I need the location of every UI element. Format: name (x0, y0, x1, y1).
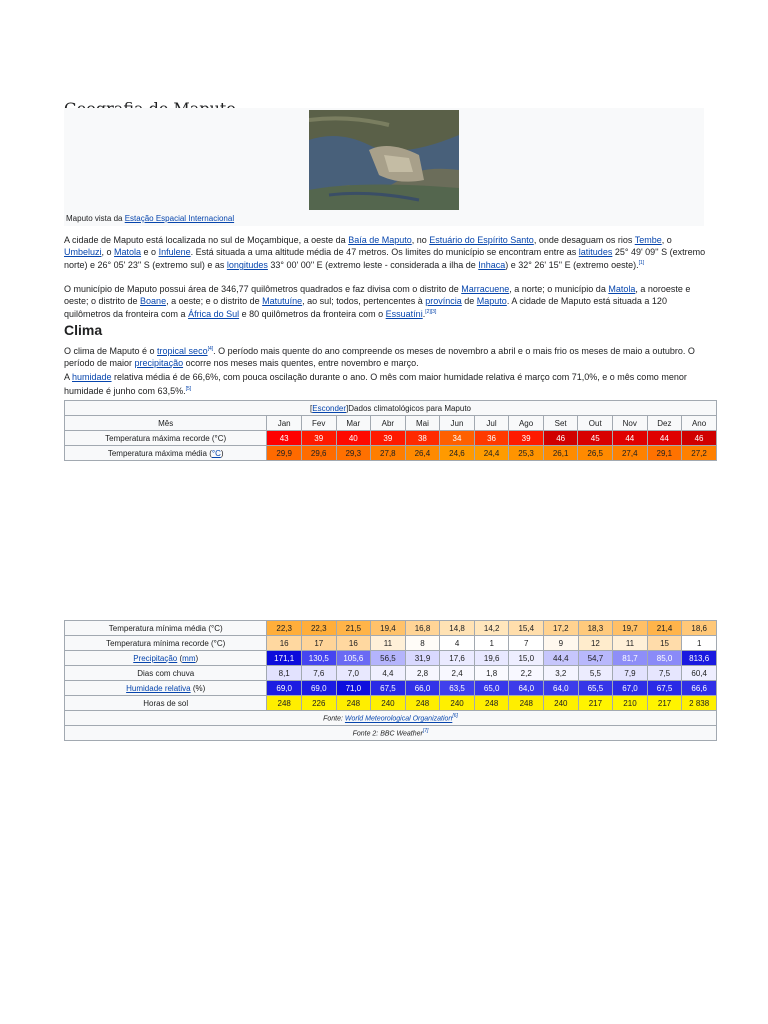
data-cell: 29,1 (647, 446, 682, 461)
data-cell: 67,5 (371, 681, 406, 696)
text: 33° 00' 00'' E (extremo leste - considerada a ilha de (267, 260, 479, 270)
link-baia-de-maputo[interactable]: Baía de Maputo (348, 235, 412, 245)
row-label-text: ) (220, 448, 224, 458)
climate-table-bottom (64, 620, 717, 741)
text: . A cidade de Maputo está situada a 120 quilômetros da fronteira com a (64, 295, 667, 319)
data-cell: 34 (440, 431, 475, 446)
data-cell: 1,8 (474, 666, 509, 681)
link-provincia[interactable]: província (425, 295, 462, 306)
text: Fonte 2: BBC Weather (352, 730, 423, 738)
link-estuario[interactable]: Estuário do Espírito Santo (429, 235, 534, 245)
climate-table-top (64, 400, 717, 461)
data-cell: 39 (371, 431, 406, 446)
data-cell: 63,5 (440, 681, 475, 696)
data-cell: 56,5 (371, 651, 406, 666)
text: O clima de Maputo é o (64, 346, 158, 356)
caption-text: Maputo vista da (66, 214, 125, 223)
header-month: Mai (405, 416, 440, 431)
data-cell: 2 838 (682, 696, 717, 711)
link-humidade[interactable]: humidade (72, 372, 112, 382)
data-cell: 8 (405, 636, 440, 651)
text: relativa média é de 66,6%, com pouca oscilação durante o ano. O mês com maior humidade relativa é março com 71,0%, e o mês como menor humidade é junho com 63,5%. (64, 372, 687, 396)
data-cell: 66,6 (682, 681, 717, 696)
text: O município de Maputo possui área de 346,77 quilômetros quadrados e faz divisa com o distrito de (64, 284, 462, 294)
data-cell: 17 (301, 636, 336, 651)
link-matola[interactable]: Matola (114, 246, 142, 257)
text: , a norte; o município da (509, 284, 609, 294)
data-cell: 19,6 (474, 651, 509, 666)
link-tropical-seco[interactable]: tropical seco (157, 346, 208, 356)
data-cell: 9 (544, 636, 579, 651)
data-cell: 22,3 (267, 621, 302, 636)
text: A cidade de Maputo está localizada no sul de Moçambique, a oeste da (64, 235, 349, 245)
paragraph-humidade (64, 372, 706, 397)
table-row (65, 621, 717, 636)
link-umbeluzi[interactable]: Umbeluzi (64, 246, 102, 257)
link-longitudes[interactable]: longitudes (226, 260, 268, 270)
row-label (65, 681, 267, 696)
data-cell: 171,1 (267, 651, 302, 666)
row-label-link[interactable]: Precipitação (133, 653, 178, 663)
text: e o (141, 246, 159, 257)
data-cell: 130,5 (301, 651, 336, 666)
data-cell: 1 (682, 636, 717, 651)
header-month: Nov (613, 416, 648, 431)
link-precipitacao[interactable]: precipitação (134, 357, 184, 368)
data-cell: 16 (267, 636, 302, 651)
text: e 80 quilômetros da fronteira com o (239, 309, 386, 319)
header-month: Mar (336, 416, 371, 431)
table-row (65, 681, 717, 696)
text: . Está situada a uma altitude média de 47 metros. Os limites do município se encontram entre as (190, 246, 579, 257)
table-title: Dados climatológicos para Maputo (348, 403, 471, 413)
row-label (65, 636, 267, 651)
data-cell: 19,4 (371, 621, 406, 636)
row-label (65, 666, 267, 681)
row-label-text: Temperatura mínima média (°C) (108, 623, 223, 633)
row-label-text: Dias com chuva (137, 668, 195, 678)
header-month: Out (578, 416, 613, 431)
data-cell: 22,3 (301, 621, 336, 636)
link-boane[interactable]: Boane (140, 295, 167, 306)
data-cell: 5,5 (578, 666, 613, 681)
data-cell: 45 (578, 431, 613, 446)
text: , onde desaguam os rios (533, 235, 635, 245)
header-month: Jul (474, 416, 509, 431)
data-cell: 8,1 (267, 666, 302, 681)
reference-4[interactable]: [4] (207, 346, 214, 352)
header-month: Ano (682, 416, 717, 431)
data-cell: 4,4 (371, 666, 406, 681)
text: . O período mais quente do ano compreende os meses de novembro a abril e o mais frio os meses de maio a outubro. O período de maior (64, 346, 695, 368)
text: ) e 32° 26' 15'' E (extremo oeste). (505, 260, 639, 270)
link-matola-2[interactable]: Matola (608, 284, 636, 294)
data-cell: 44,4 (544, 651, 579, 666)
data-cell: 240 (371, 696, 406, 711)
data-cell: 64,0 (544, 681, 579, 696)
data-cell: 65,0 (474, 681, 509, 696)
data-cell: 17,2 (544, 621, 579, 636)
text: , a noroeste e oeste; o distrito de (64, 284, 691, 306)
reference-7[interactable]: [7] (422, 728, 429, 735)
data-cell: 16 (336, 636, 371, 651)
row-label-link[interactable]: °C (211, 448, 221, 458)
data-cell: 248 (509, 696, 544, 711)
header-month: Set (543, 416, 578, 431)
data-cell: 217 (578, 696, 613, 711)
header-mes: Mês (65, 416, 267, 431)
text: , o (101, 246, 115, 257)
data-cell: 69,0 (267, 681, 302, 696)
maputo-satellite-photo[interactable] (309, 110, 459, 210)
link-maputo[interactable]: Maputo (476, 295, 507, 306)
caption-link-iss[interactable]: Estação Espacial Internacional (124, 214, 235, 223)
data-cell: 71,0 (336, 681, 371, 696)
data-cell: 7,6 (301, 666, 336, 681)
data-cell: 40 (336, 431, 371, 446)
text: , ao sul; todos, pertencentes à (302, 295, 426, 306)
table-row (65, 651, 717, 666)
image-figure (64, 108, 704, 226)
reference-1[interactable]: [1] (638, 260, 645, 266)
reference-2-3[interactable]: [2][3] (425, 309, 437, 315)
hide-toggle-link[interactable]: Esconder (312, 403, 347, 413)
header-month: Jan (267, 416, 302, 431)
data-cell: 43 (267, 431, 302, 446)
data-cell: 16,8 (405, 621, 440, 636)
table-caption: [Esconder]Dados climatológicos para Maputo (65, 401, 717, 416)
text: 25° 49' 09'' S (extremo norte) e 26° 05' 23'' S (extremo sul) e as (64, 246, 706, 270)
paragraph-location (64, 235, 706, 272)
row-label-text: ) (195, 653, 199, 663)
source-1 (65, 711, 717, 726)
row-label (65, 696, 267, 711)
paragraph-clima (64, 344, 706, 369)
data-cell: 18,3 (578, 621, 613, 636)
reference-5[interactable]: [5] (185, 385, 192, 392)
link-inhaca[interactable]: Inhaca (478, 260, 506, 270)
data-cell: 2,8 (405, 666, 440, 681)
data-cell: 29,6 (301, 446, 336, 461)
data-cell: 12 (578, 636, 613, 651)
row-label (65, 431, 267, 446)
link-infulene[interactable]: Infulene (158, 246, 191, 257)
data-cell: 21,5 (336, 621, 371, 636)
data-cell: 105,6 (336, 651, 371, 666)
link-tembe[interactable]: Tembe (634, 235, 662, 245)
reference-6[interactable]: [6] (452, 713, 458, 720)
text: , a oeste; e o distrito de (166, 295, 263, 306)
data-cell: 7,9 (613, 666, 648, 681)
data-cell: 11 (371, 636, 406, 651)
data-cell: 15 (647, 636, 682, 651)
data-cell: 67,5 (647, 681, 682, 696)
data-cell: 11 (613, 636, 648, 651)
row-label-text: ( (177, 653, 183, 663)
link-wmo[interactable]: World Meteorological Organization (344, 715, 453, 723)
row-label-link[interactable]: Humidade relativa (126, 683, 191, 693)
data-cell: 39 (509, 431, 544, 446)
link-africa-do-sul[interactable]: África do Sul (188, 309, 240, 319)
header-month: Ago (509, 416, 544, 431)
data-cell: 26,5 (578, 446, 613, 461)
paragraph-area (64, 284, 706, 321)
data-cell: 46 (543, 431, 578, 446)
data-cell: 2,4 (440, 666, 475, 681)
source-2 (65, 726, 717, 741)
table-caption-row (65, 401, 717, 416)
text: de (461, 295, 477, 306)
data-cell: 27,4 (613, 446, 648, 461)
data-cell: 31,9 (405, 651, 440, 666)
row-label (65, 621, 267, 636)
link-essuatini[interactable]: Essuatíni (385, 309, 423, 319)
data-cell: 21,4 (647, 621, 682, 636)
data-cell: 240 (544, 696, 579, 711)
table-row (65, 696, 717, 711)
header-month: Dez (647, 416, 682, 431)
data-cell: 64,0 (509, 681, 544, 696)
data-cell: 18,6 (682, 621, 717, 636)
data-cell: 29,9 (267, 446, 302, 461)
data-cell: 15,4 (509, 621, 544, 636)
text: , o (661, 235, 672, 245)
data-cell: 248 (474, 696, 509, 711)
data-cell: 54,7 (578, 651, 613, 666)
data-cell: 226 (301, 696, 336, 711)
row-label-text: Horas de sol (143, 698, 189, 708)
row-label-link[interactable]: mm (182, 653, 196, 663)
data-cell: 3,2 (544, 666, 579, 681)
table-header-row (65, 416, 717, 431)
data-cell: 46 (682, 431, 717, 446)
data-cell: 210 (613, 696, 648, 711)
row-label-text: Temperatura máxima recorde (°C) (105, 433, 227, 443)
section-heading-clima: Clima (64, 322, 103, 338)
link-matutuine[interactable]: Matutuíne (262, 295, 303, 306)
data-cell: 248 (405, 696, 440, 711)
image-caption (66, 214, 234, 223)
data-cell: 65,5 (578, 681, 613, 696)
data-cell: 7,5 (647, 666, 682, 681)
data-cell: 26,4 (405, 446, 440, 461)
data-cell: 248 (267, 696, 302, 711)
text: Fonte: (323, 715, 345, 723)
data-cell: 2,2 (509, 666, 544, 681)
row-label-text: Temperatura mínima recorde (°C) (106, 638, 226, 648)
data-cell: 4 (440, 636, 475, 651)
data-cell: 27,8 (371, 446, 406, 461)
link-latitudes[interactable]: latitudes (578, 246, 613, 257)
table-source-row-1 (65, 711, 717, 726)
data-cell: 14,8 (440, 621, 475, 636)
data-cell: 27,2 (682, 446, 717, 461)
row-label (65, 651, 267, 666)
data-cell: 29,3 (336, 446, 371, 461)
data-cell: 60,4 (682, 666, 717, 681)
header-month: Jun (440, 416, 475, 431)
data-cell: 217 (647, 696, 682, 711)
header-month: Fev (301, 416, 336, 431)
row-label-text: (%) (190, 683, 206, 693)
data-cell: 813,6 (682, 651, 717, 666)
data-cell: 38 (405, 431, 440, 446)
text: ocorre nos meses mais quentes, entre novembro e março. (183, 357, 419, 368)
data-cell: 24,6 (440, 446, 475, 461)
data-cell: 67,0 (613, 681, 648, 696)
data-cell: 7 (509, 636, 544, 651)
table-row (65, 431, 717, 446)
data-cell: 44 (647, 431, 682, 446)
data-cell: 44 (613, 431, 648, 446)
data-cell: 26,1 (543, 446, 578, 461)
text: A (64, 372, 73, 382)
header-month: Abr (371, 416, 406, 431)
data-cell: 14,2 (474, 621, 509, 636)
table-row (65, 636, 717, 651)
data-cell: 7,0 (336, 666, 371, 681)
table-row (65, 666, 717, 681)
row-label (65, 446, 267, 461)
data-cell: 24,4 (474, 446, 509, 461)
data-cell: 240 (440, 696, 475, 711)
data-cell: 39 (301, 431, 336, 446)
data-cell: 69,0 (301, 681, 336, 696)
text: , no (411, 235, 430, 245)
data-cell: 15,0 (509, 651, 544, 666)
table-row (65, 446, 717, 461)
table-source-row-2 (65, 726, 717, 741)
row-label-text: Temperatura máxima média ( (107, 448, 212, 458)
data-cell: 36 (474, 431, 509, 446)
text: . (422, 309, 426, 319)
data-cell: 1 (474, 636, 509, 651)
link-marracuene[interactable]: Marracuene (461, 284, 510, 294)
data-cell: 17,6 (440, 651, 475, 666)
data-cell: 19,7 (613, 621, 648, 636)
data-cell: 85,0 (647, 651, 682, 666)
data-cell: 66,0 (405, 681, 440, 696)
data-cell: 81,7 (613, 651, 648, 666)
data-cell: 248 (336, 696, 371, 711)
data-cell: 25,3 (509, 446, 544, 461)
